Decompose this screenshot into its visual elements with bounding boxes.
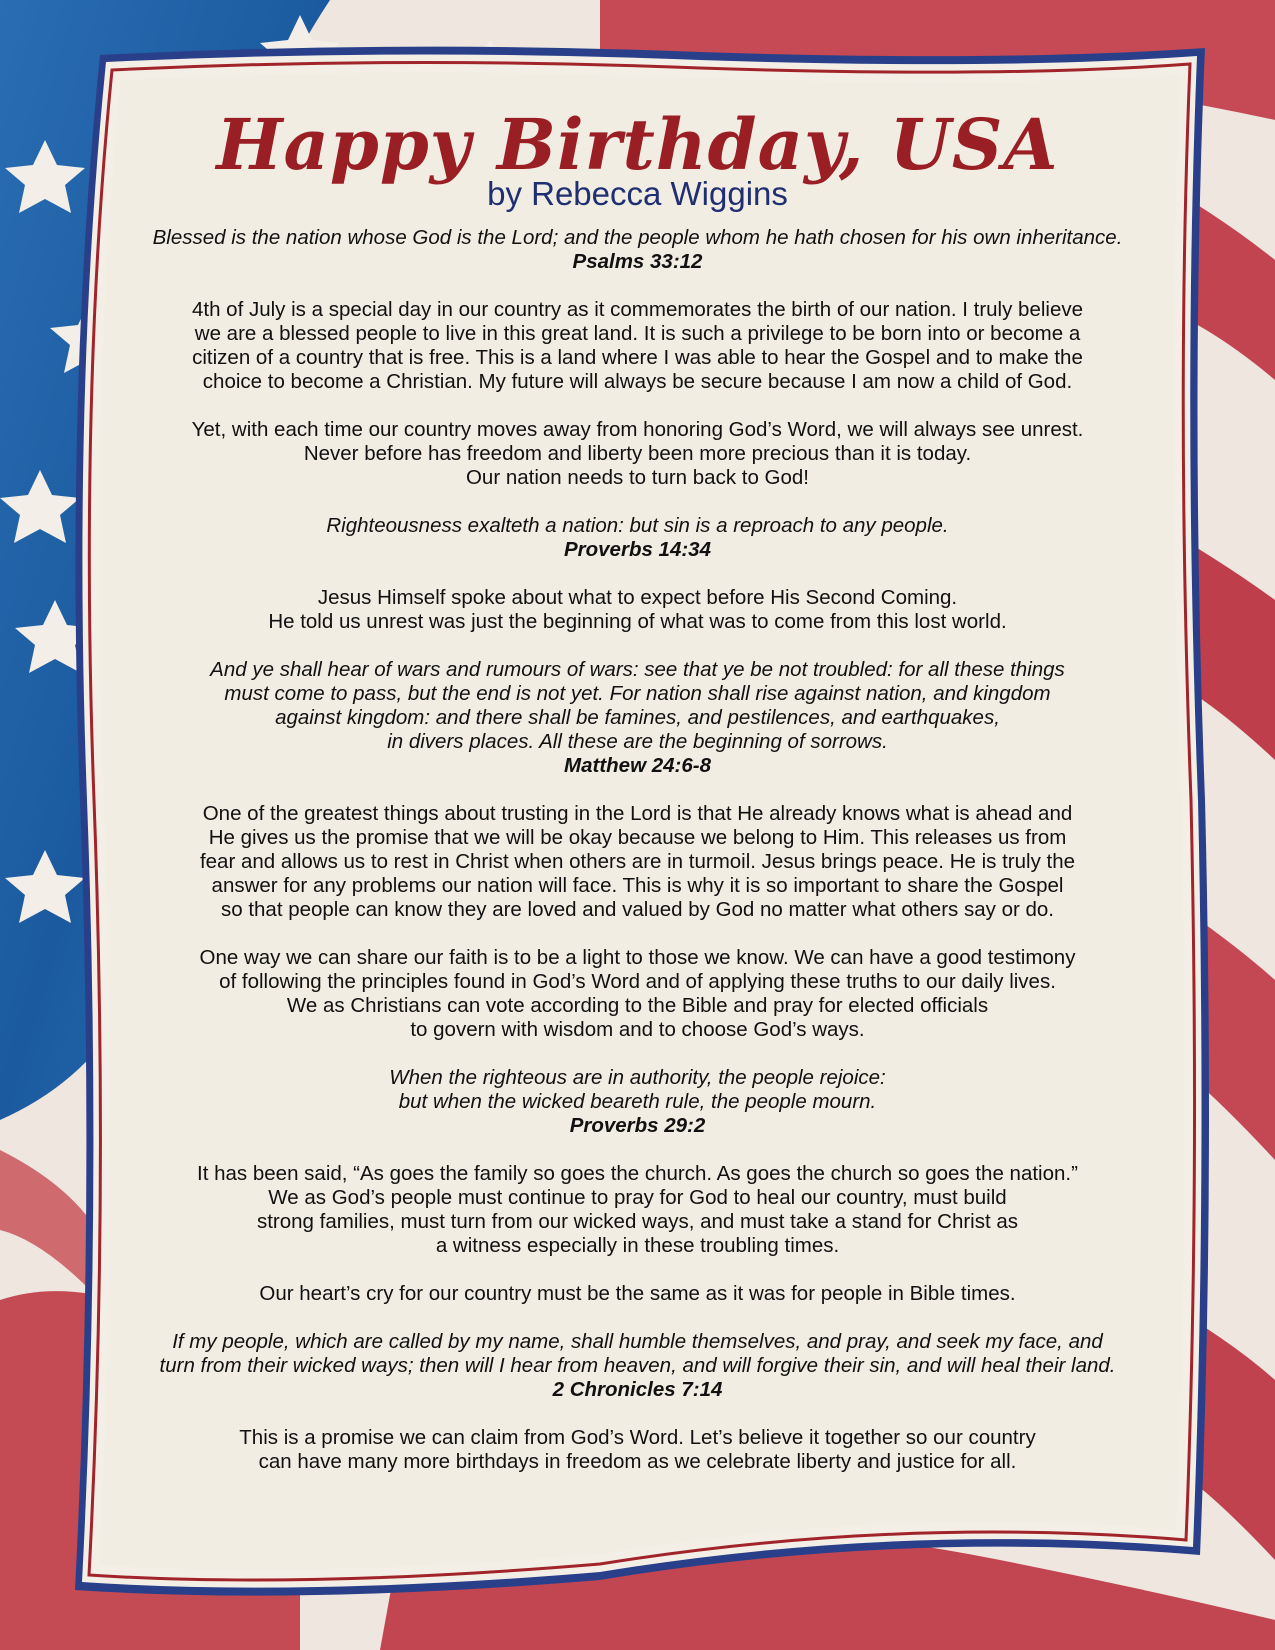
scripture-quote: [115, 1066, 1160, 1138]
paragraph-line: One of the greatest things about trusting in the Lord is that He already knows what is ahead and: [202, 802, 1073, 825]
body-paragraph: [115, 946, 1160, 1042]
paragraph-line: He gives us the promise that we will be okay because we belong to Him. This releases us from: [208, 826, 1067, 849]
scripture-reference: Psalms 33:12: [572, 250, 703, 273]
letter-body: [115, 226, 1160, 1474]
body-paragraph: [115, 1426, 1160, 1474]
scripture-reference: Proverbs 14:34: [563, 538, 711, 561]
paragraph-line: Yet, with each time our country moves away from honoring God’s Word, we will always see unrest.: [191, 418, 1084, 441]
body-paragraph: [115, 298, 1160, 394]
verse-line: Blessed is the nation whose God is the Lord; and the people whom he hath chosen for his own inheritance.: [152, 226, 1123, 249]
verse-line: must come to pass, but the end is not yet. For nation shall rise against nation, and kingdom: [224, 682, 1051, 705]
paragraph-line: Jesus Himself spoke about what to expect before His Second Coming.: [317, 586, 958, 609]
paragraph-line: can have many more birthdays in freedom as we celebrate liberty and justice for all.: [258, 1450, 1017, 1473]
scripture-quote: [115, 514, 1160, 562]
verse-line: If my people, which are called by my name, shall humble themselves, and pray, and seek my face, and: [172, 1330, 1103, 1353]
author-byline: by Rebecca Wiggins: [487, 175, 788, 212]
verse-line: in divers places. All these are the beginning of sorrows.: [387, 730, 888, 753]
body-paragraph: [115, 802, 1160, 922]
scripture-reference: Proverbs 29:2: [569, 1114, 706, 1137]
paragraph-line: strong families, must turn from our wicked ways, and must take a stand for Christ as: [256, 1210, 1019, 1233]
letter-content: [115, 100, 1160, 1540]
paragraph-line: We as God’s people must continue to pray for God to heal our country, must build: [268, 1186, 1007, 1209]
paragraph-line: One way we can share our faith is to be a light to those we know. We can have a good testimony: [199, 946, 1076, 969]
paragraph-line: to govern with wisdom and to choose God’s ways.: [410, 1018, 865, 1041]
verse-line: against kingdom: and there shall be famines, and pestilences, and earthquakes,: [275, 706, 1000, 729]
paragraph-line: Never before has freedom and liberty been more precious than it is today.: [303, 442, 972, 465]
paragraph-line: a witness especially in these troubling times.: [435, 1234, 840, 1257]
body-paragraph: [115, 1282, 1160, 1306]
body-paragraph: [115, 418, 1160, 490]
paragraph-line: We as Christians can vote according to the Bible and pray for elected officials: [286, 994, 989, 1017]
scripture-reference: 2 Chronicles 7:14: [552, 1378, 723, 1401]
page-title: Happy Birthday, USA: [216, 103, 1059, 186]
paragraph-line: fear and allows us to rest in Christ when others are in turmoil. Jesus brings peace. He is truly the: [199, 850, 1076, 873]
paragraph-line: This is a promise we can claim from God’s Word. Let’s believe it together so our country: [239, 1426, 1036, 1449]
scripture-reference: Matthew 24:6-8: [564, 754, 711, 777]
verse-line: but when the wicked beareth rule, the people mourn.: [398, 1090, 877, 1113]
scripture-quote: [115, 226, 1160, 274]
body-paragraph: [115, 586, 1160, 634]
paragraph-line: Our nation needs to turn back to God!: [465, 466, 809, 489]
paragraph-line: answer for any problems our nation will face. This is why it is so important to share the Gospel: [211, 874, 1064, 897]
scripture-quote: [115, 658, 1160, 778]
paragraph-line: Our heart’s cry for our country must be the same as it was for people in Bible times.: [259, 1282, 1016, 1305]
paragraph-line: of following the principles found in God’s Word and of applying these truths to our daily lives.: [219, 970, 1056, 993]
paragraph-line: 4th of July is a special day in our country as it commemorates the birth of our nation. I truly believe: [191, 298, 1084, 321]
verse-line: turn from their wicked ways; then will I hear from heaven, and will forgive their sin, and will heal their land.: [159, 1354, 1116, 1377]
verse-line: Righteousness exalteth a nation: but sin is a reproach to any people.: [326, 514, 949, 537]
paragraph-line: we are a blessed people to live in this great land. It is such a privilege to be born into or become a: [194, 322, 1081, 345]
paragraph-line: citizen of a country that is free. This is a land where I was able to hear the Gospel and to make the: [192, 346, 1083, 369]
scripture-quote: [115, 1330, 1160, 1402]
verse-line: When the righteous are in authority, the people rejoice:: [389, 1066, 886, 1089]
paragraph-line: so that people can know they are loved and valued by God no matter what others say or do.: [220, 898, 1055, 921]
verse-line: And ye shall hear of wars and rumours of wars: see that ye be not troubled: for all these things: [210, 658, 1065, 681]
paragraph-line: He told us unrest was just the beginning of what was to come from this lost world.: [268, 610, 1007, 633]
paragraph-line: It has been said, “As goes the family so goes the church. As goes the church so goes the nation.”: [197, 1162, 1078, 1185]
paragraph-line: choice to become a Christian. My future will always be secure because I am now a child of God.: [202, 370, 1073, 393]
body-paragraph: [115, 1162, 1160, 1258]
